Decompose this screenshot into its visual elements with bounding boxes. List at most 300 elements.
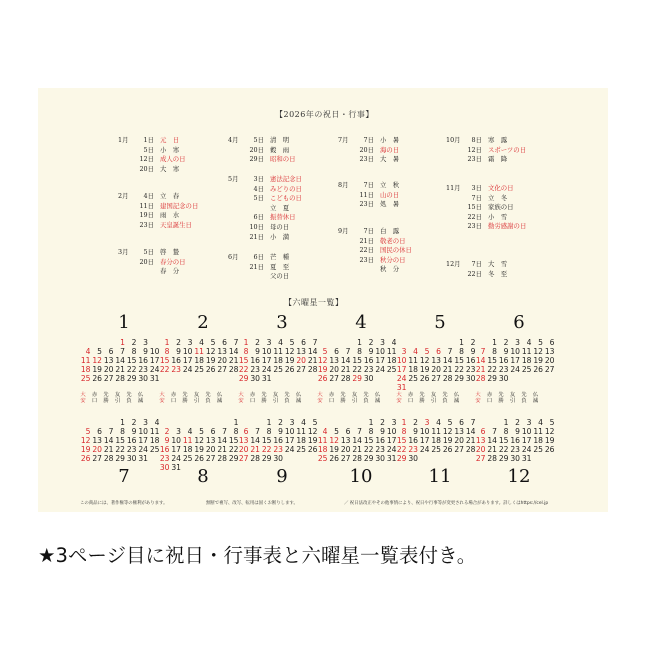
- day-cell: 25: [80, 374, 91, 384]
- day-cell: 14: [352, 436, 362, 446]
- day-cell: 5: [447, 418, 453, 427]
- day-cell: 19: [205, 356, 216, 366]
- holiday-name: 大 雪: [488, 260, 508, 268]
- holiday-day: 5日: [143, 145, 154, 154]
- day-cell: 5: [312, 418, 318, 427]
- month-number: 11: [428, 466, 452, 487]
- day-cell: 2: [515, 418, 520, 427]
- day-cell: 19: [92, 365, 102, 375]
- rokuyo-label: 赤 口: [170, 392, 177, 404]
- day-cell: 8: [266, 427, 272, 437]
- day-cell: 10: [149, 347, 160, 357]
- day-cell: 4: [278, 338, 283, 347]
- day-cell: 17: [375, 356, 385, 366]
- day-cell: 29: [498, 454, 509, 464]
- rokuyo-label: 先 負: [205, 392, 211, 404]
- day-cell: 13: [544, 347, 555, 357]
- holiday-day: 23日: [359, 200, 374, 209]
- day-cell: 13: [92, 436, 102, 446]
- holiday-name: 清 明: [270, 136, 290, 144]
- holiday-day: 7日: [363, 227, 374, 235]
- day-cell: 16: [159, 445, 170, 455]
- day-cell: 18: [521, 356, 532, 366]
- day-cell: 11: [317, 436, 328, 446]
- day-cell: 24: [261, 365, 272, 375]
- day-cell: 6: [549, 338, 555, 347]
- day-cell: 9: [131, 427, 137, 437]
- day-cell: 23: [375, 445, 385, 455]
- day-cell: 20: [329, 365, 339, 375]
- day-cell: 21: [217, 445, 227, 455]
- day-cell: 2: [503, 338, 509, 347]
- day-cell: 14: [228, 347, 239, 357]
- holiday-month: 3月: [118, 248, 129, 256]
- holiday-name: 秋 分: [380, 265, 400, 274]
- day-cell: 29: [126, 374, 137, 384]
- day-cell: 24: [521, 445, 532, 455]
- holiday-day: 22日: [467, 212, 482, 221]
- holiday-day: 6日: [253, 253, 264, 261]
- day-cell: 19: [80, 445, 91, 455]
- day-cell: 31: [396, 383, 407, 393]
- day-cell: 23: [408, 445, 418, 455]
- holiday-name: 建国記念の日: [160, 201, 199, 210]
- day-cell: 25: [431, 445, 441, 455]
- day-cell: 7: [255, 427, 260, 437]
- rokuyo-label: 仏 滅: [137, 392, 144, 404]
- day-cell: 29: [228, 454, 239, 464]
- day-cell: 14: [103, 436, 114, 446]
- day-cell: 4: [538, 418, 543, 427]
- month-number: 1: [118, 312, 130, 333]
- day-cell: 21: [442, 365, 453, 375]
- day-cell: 29: [487, 374, 497, 384]
- day-cell: 28: [487, 454, 497, 464]
- day-cell: 4: [154, 418, 160, 427]
- day-cell: 8: [131, 347, 137, 357]
- day-cell: 11: [408, 356, 418, 366]
- month-number: 9: [276, 466, 288, 487]
- holiday-name: 元 日: [160, 136, 180, 144]
- day-cell: 2: [255, 338, 260, 347]
- holiday-name: 小 暑: [380, 136, 400, 144]
- day-cell: 22: [487, 365, 497, 375]
- day-cell: 18: [80, 365, 91, 375]
- day-cell: 12: [307, 427, 318, 437]
- rokuyo-label: 先 負: [363, 392, 369, 404]
- day-cell: 26: [284, 365, 295, 375]
- holiday-name: 秋分の日: [380, 255, 406, 264]
- holiday-day: 22日: [467, 269, 482, 278]
- day-cell: 9: [164, 436, 170, 446]
- day-cell: 8: [357, 347, 362, 357]
- day-cell: 26: [533, 365, 543, 375]
- day-cell: 23: [498, 365, 509, 375]
- day-cell: 18: [408, 365, 418, 375]
- day-cell: 17: [171, 445, 181, 455]
- day-cell: 8: [459, 347, 464, 357]
- day-cell: 21: [465, 436, 476, 446]
- holiday-name: 春分の日: [160, 257, 186, 266]
- holiday-name: 芒 種: [270, 253, 290, 261]
- day-cell: 15: [228, 436, 239, 446]
- day-cell: 12: [419, 356, 430, 366]
- holiday-name: 文化の日: [488, 184, 514, 192]
- day-cell: 23: [273, 445, 283, 455]
- day-cell: 14: [250, 436, 260, 446]
- holidays-title: 【2026年の祝日・行事】: [275, 110, 374, 119]
- day-cell: 25: [533, 445, 543, 455]
- day-cell: 9: [503, 347, 509, 357]
- day-cell: 20: [205, 445, 216, 455]
- day-cell: 22: [228, 445, 239, 455]
- rokuyo-label: 赤 口: [91, 392, 98, 404]
- rokuyo-label: 赤 口: [249, 392, 256, 404]
- day-cell: 5: [210, 338, 216, 347]
- day-cell: 10: [510, 347, 520, 357]
- day-cell: 26: [307, 445, 318, 455]
- day-cell: 2: [278, 418, 283, 427]
- day-cell: 6: [345, 427, 351, 437]
- day-cell: 28: [103, 454, 114, 464]
- day-cell: 14: [465, 427, 476, 437]
- day-cell: 20: [340, 445, 351, 455]
- day-cell: 25: [194, 365, 204, 375]
- rokuyo-label: 友 引: [193, 392, 200, 404]
- day-cell: 12: [205, 347, 216, 357]
- day-cell: 9: [278, 427, 283, 437]
- rokuyo-label: 先 勝: [498, 392, 504, 404]
- day-cell: 7: [480, 347, 486, 357]
- day-cell: 3: [143, 418, 148, 427]
- holiday-name: 処 暑: [380, 200, 400, 209]
- month-number: 4: [355, 312, 367, 333]
- day-cell: 25: [182, 454, 193, 464]
- holiday-day: 22日: [359, 246, 374, 255]
- day-cell: 26: [544, 445, 555, 455]
- day-cell: 23: [159, 454, 170, 464]
- day-cell: 20: [92, 445, 102, 455]
- holiday-day: 11日: [359, 190, 374, 199]
- day-cell: 27: [217, 365, 227, 375]
- day-cell: 15: [498, 436, 509, 446]
- holiday-day: 8日: [471, 136, 482, 144]
- holiday-day: 5日: [143, 248, 154, 256]
- rokuyo-label: 大 安: [238, 392, 244, 404]
- day-cell: 23: [138, 365, 148, 375]
- day-cell: 10: [138, 427, 148, 437]
- day-cell: 19: [284, 356, 295, 366]
- day-cell: 30: [363, 374, 374, 384]
- day-cell: 5: [85, 427, 91, 437]
- day-cell: 4: [391, 338, 397, 347]
- day-cell: 19: [419, 365, 430, 375]
- day-cell: 8: [243, 347, 249, 357]
- day-cell: 13: [340, 436, 351, 446]
- day-cell: 12: [194, 436, 204, 446]
- day-cell: 3: [176, 427, 181, 437]
- holiday-day: 21日: [249, 262, 264, 271]
- day-cell: 14: [442, 356, 453, 366]
- day-cell: 6: [334, 347, 339, 357]
- day-cell: 18: [182, 445, 193, 455]
- day-cell: 22: [454, 365, 464, 375]
- day-cell: 9: [143, 347, 148, 357]
- day-cell: 6: [243, 427, 249, 437]
- holiday-name: 立 秋: [380, 181, 400, 189]
- day-cell: 11: [194, 347, 204, 357]
- day-cell: 23: [171, 365, 181, 375]
- day-cell: 25: [521, 365, 532, 375]
- day-cell: 29: [396, 454, 407, 464]
- holiday-name: 母の日: [270, 223, 290, 231]
- day-cell: 23: [510, 445, 520, 455]
- day-cell: 12: [544, 427, 555, 437]
- holiday-month: 11月: [446, 184, 461, 192]
- day-cell: 2: [368, 338, 374, 347]
- day-cell: 9: [470, 347, 476, 357]
- day-cell: 28: [307, 365, 318, 375]
- holiday-day: 20日: [139, 257, 154, 266]
- holiday-name: 立 夏: [270, 203, 290, 212]
- holiday-day: 20日: [249, 145, 264, 154]
- holiday-day: 23日: [467, 155, 482, 164]
- day-cell: 5: [538, 338, 543, 347]
- holiday-name: 天皇誕生日: [160, 220, 192, 229]
- rokuyo-label: 先 勝: [340, 392, 346, 404]
- holiday-name: 大 寒: [160, 164, 180, 173]
- day-cell: 28: [228, 365, 239, 375]
- day-cell: 27: [329, 374, 339, 384]
- day-cell: 28: [475, 374, 486, 384]
- day-cell: 24: [386, 445, 397, 455]
- day-cell: 28: [352, 454, 362, 464]
- holiday-name: 山の日: [380, 190, 400, 199]
- day-cell: 2: [470, 338, 476, 347]
- day-cell: 9: [515, 427, 520, 437]
- day-cell: 5: [424, 347, 430, 357]
- day-cell: 23: [250, 365, 260, 375]
- day-cell: 27: [296, 365, 306, 375]
- day-cell: 24: [396, 374, 407, 384]
- month-number: 10: [349, 466, 373, 487]
- day-cell: 2: [176, 338, 181, 347]
- day-cell: 7: [357, 427, 362, 437]
- day-cell: 1: [120, 418, 125, 427]
- day-cell: 13: [205, 436, 216, 446]
- day-cell: 8: [233, 427, 239, 437]
- day-cell: 18: [431, 436, 441, 446]
- day-cell: 3: [391, 418, 397, 427]
- holiday-day: 5日: [253, 136, 264, 144]
- day-cell: 1: [120, 338, 125, 347]
- day-cell: 19: [317, 365, 328, 375]
- day-cell: 27: [544, 365, 555, 375]
- holiday-day: 10日: [249, 223, 264, 231]
- day-cell: 13: [454, 427, 464, 437]
- day-cell: 2: [131, 338, 137, 347]
- day-cell: 22: [363, 445, 374, 455]
- day-cell: 10: [261, 347, 272, 357]
- day-cell: 21: [228, 356, 239, 366]
- day-cell: 10: [386, 427, 397, 437]
- day-cell: 14: [487, 436, 497, 446]
- rokuyo-label: 友 引: [272, 392, 279, 404]
- day-cell: 4: [526, 338, 532, 347]
- day-cell: 10: [284, 427, 295, 437]
- day-cell: 21: [487, 445, 497, 455]
- day-cell: 26: [329, 454, 339, 464]
- day-cell: 13: [431, 356, 441, 366]
- holiday-month: 1月: [118, 136, 129, 144]
- day-cell: 1: [243, 338, 249, 347]
- day-cell: 30: [408, 454, 418, 464]
- day-cell: 12: [533, 347, 543, 357]
- day-cell: 28: [115, 374, 125, 384]
- day-cell: 7: [447, 347, 453, 357]
- day-cell: 14: [475, 356, 486, 366]
- day-cell: 18: [386, 356, 397, 366]
- day-cell: 30: [138, 374, 148, 384]
- holiday-name: こどもの日: [270, 194, 302, 203]
- day-cell: 10: [171, 436, 181, 446]
- month-number: 2: [197, 312, 209, 333]
- day-cell: 1: [164, 338, 170, 347]
- day-cell: 10: [375, 347, 385, 357]
- holiday-name: スポーツの日: [488, 145, 527, 154]
- day-cell: 18: [273, 356, 283, 366]
- month-number: 12: [507, 466, 531, 487]
- day-cell: 28: [250, 454, 260, 464]
- holiday-name: 寒 露: [488, 136, 508, 144]
- holiday-name: 穀 雨: [270, 145, 290, 154]
- day-cell: 3: [424, 418, 430, 427]
- day-cell: 15: [238, 356, 249, 366]
- day-cell: 7: [233, 338, 239, 347]
- day-cell: 26: [80, 454, 91, 464]
- day-cell: 5: [549, 418, 555, 427]
- day-cell: 17: [386, 436, 397, 446]
- holiday-day: 21日: [359, 236, 374, 245]
- day-cell: 11: [533, 427, 543, 437]
- day-cell: 1: [503, 418, 509, 427]
- holiday-day: 15日: [467, 203, 482, 212]
- day-cell: 4: [301, 418, 306, 427]
- day-cell: 16: [510, 436, 520, 446]
- day-cell: 17: [284, 436, 295, 446]
- day-cell: 11: [521, 347, 532, 357]
- day-cell: 22: [126, 365, 137, 375]
- day-cell: 4: [322, 427, 328, 437]
- holiday-day: 19日: [139, 211, 154, 220]
- footer-copyright: この商品には、著作権等の権利があります。: [80, 501, 168, 506]
- holiday-day: 7日: [363, 136, 374, 144]
- rokuyo-label: 先 負: [442, 392, 448, 404]
- holiday-month: 9月: [338, 227, 349, 235]
- day-cell: 24: [171, 454, 181, 464]
- day-cell: 4: [436, 418, 441, 427]
- holiday-month: 10月: [446, 136, 461, 144]
- day-cell: 17: [510, 356, 520, 366]
- day-cell: 28: [442, 374, 453, 384]
- day-cell: 21: [115, 365, 125, 375]
- holiday-day: 23日: [139, 220, 154, 229]
- day-cell: 15: [487, 356, 497, 366]
- day-cell: 16: [498, 356, 509, 366]
- day-cell: 27: [454, 445, 464, 455]
- month-number: 6: [513, 312, 525, 333]
- caption: ★3ページ目に祝日・行事表と六曜星一覧表付き。: [38, 544, 477, 567]
- holiday-name: 立 冬: [488, 193, 508, 202]
- day-cell: 1: [357, 338, 362, 347]
- day-cell: 2: [380, 418, 385, 427]
- day-cell: 17: [396, 365, 407, 375]
- holiday-day: 20日: [139, 164, 154, 173]
- month-number: 5: [434, 312, 446, 333]
- rokuyo-label: 赤 口: [407, 392, 414, 404]
- day-cell: 16: [138, 356, 148, 366]
- day-cell: 15: [352, 356, 362, 366]
- day-cell: 8: [164, 347, 170, 357]
- day-cell: 27: [205, 454, 216, 464]
- day-cell: 5: [334, 427, 339, 437]
- day-cell: 11: [149, 427, 160, 437]
- day-cell: 22: [115, 445, 125, 455]
- day-cell: 3: [266, 338, 272, 347]
- day-cell: 1: [266, 418, 272, 427]
- holiday-name: 夏 至: [270, 262, 290, 271]
- month-number: 3: [276, 312, 288, 333]
- day-cell: 30: [159, 463, 170, 473]
- holiday-month: 7月: [338, 136, 349, 144]
- month-number: 7: [118, 466, 130, 487]
- footer-reproduction: 無断で複写、改写、転用は固くお断りします。: [206, 501, 298, 506]
- day-cell: 8: [120, 427, 125, 437]
- day-cell: 30: [250, 374, 260, 384]
- holiday-month: 6月: [228, 253, 239, 261]
- day-cell: 26: [317, 374, 328, 384]
- day-cell: 4: [413, 347, 418, 357]
- rokuyo-label: 大 安: [80, 392, 86, 404]
- day-cell: 6: [436, 347, 441, 357]
- rokuyo-label: 大 安: [317, 392, 323, 404]
- day-cell: 9: [380, 427, 385, 437]
- rokuyo-label: 友 引: [114, 392, 121, 404]
- day-cell: 6: [222, 338, 227, 347]
- day-cell: 18: [194, 356, 204, 366]
- day-cell: 25: [149, 445, 160, 455]
- holiday-day: 12日: [139, 155, 154, 164]
- day-cell: 12: [92, 356, 102, 366]
- rokuyo-label: 仏 滅: [453, 392, 460, 404]
- holiday-name: 春 分: [160, 267, 180, 276]
- day-cell: 3: [187, 338, 193, 347]
- day-cell: 1: [459, 338, 464, 347]
- day-cell: 6: [97, 427, 102, 437]
- day-cell: 10: [182, 347, 193, 357]
- day-cell: 20: [238, 445, 249, 455]
- day-cell: 9: [176, 347, 181, 357]
- holiday-day: 7日: [471, 260, 482, 268]
- day-cell: 14: [115, 356, 125, 366]
- day-cell: 22: [238, 365, 249, 375]
- day-cell: 17: [419, 436, 430, 446]
- day-cell: 8: [368, 427, 374, 437]
- holiday-name: 啓 蟄: [160, 248, 180, 256]
- day-cell: 20: [544, 356, 555, 366]
- day-cell: 11: [431, 427, 441, 437]
- day-cell: 17: [138, 436, 148, 446]
